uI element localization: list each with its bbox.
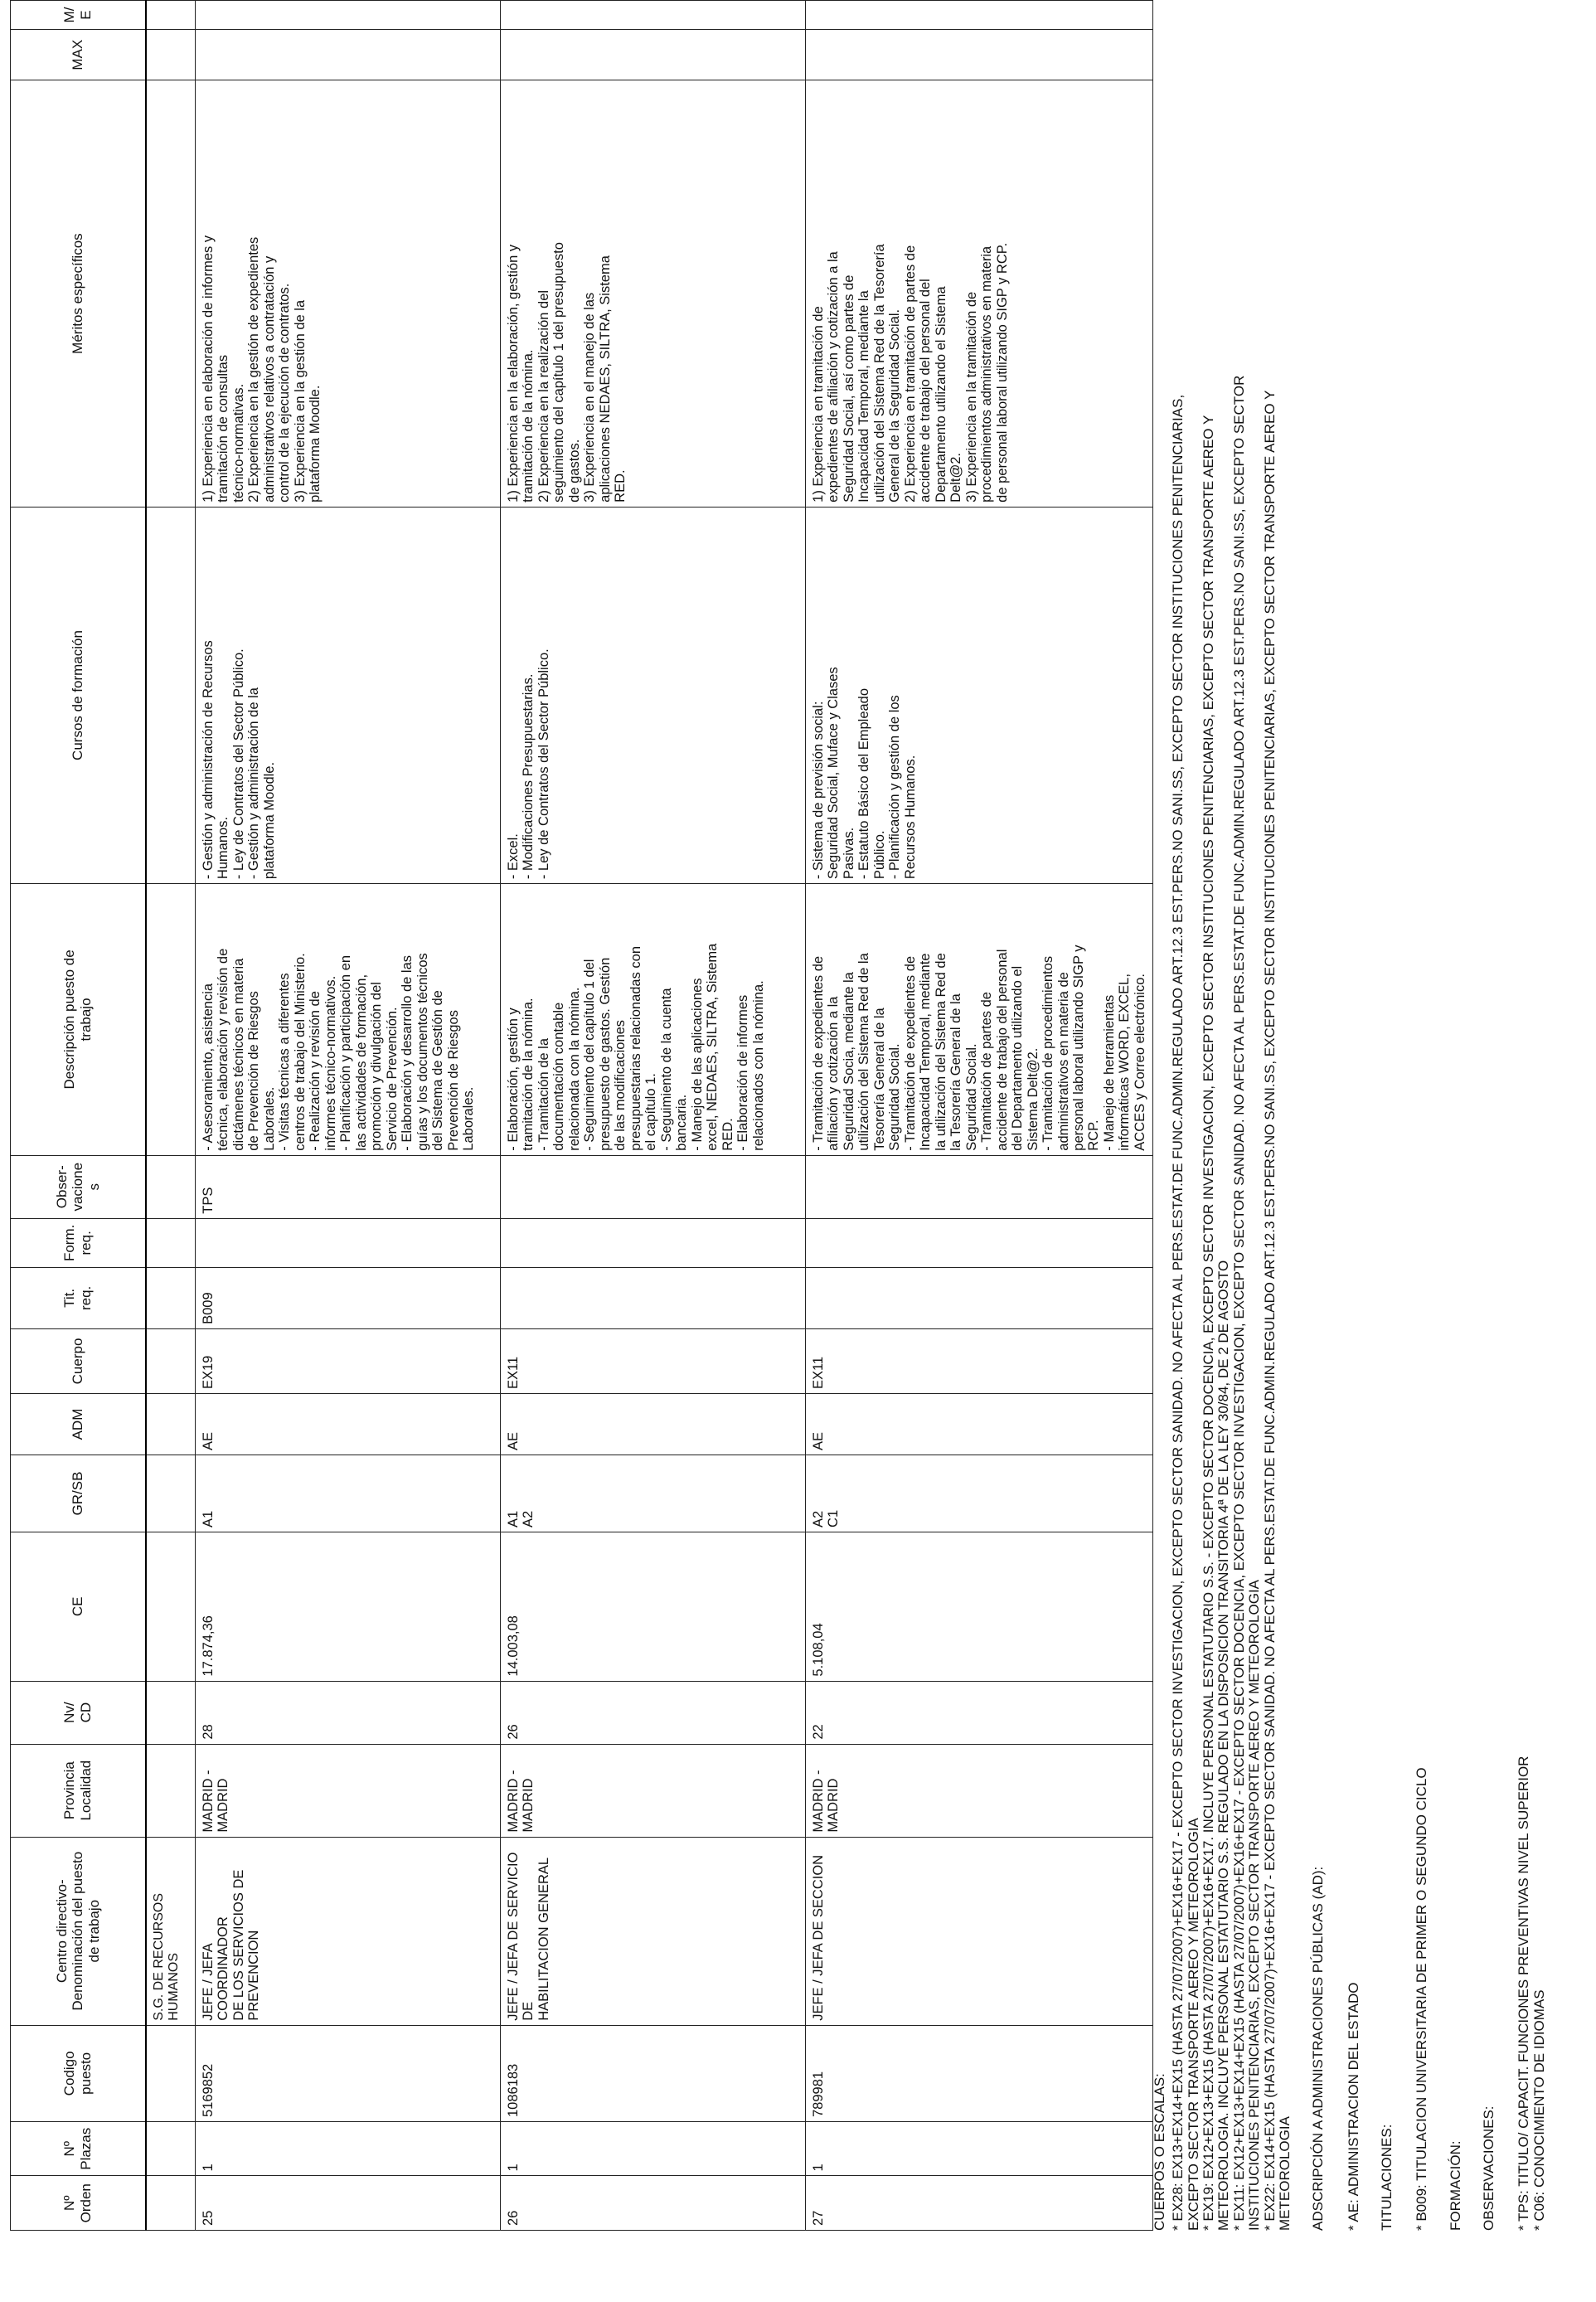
unit-row (146, 1, 196, 2231)
cell-centro: JEFE / JEFA DE SECCION (806, 1837, 1153, 2025)
cell-plazas: 1 (501, 2122, 806, 2177)
cell-cuerpo: EX19 (196, 1328, 501, 1393)
col-header-plazas: Nº Plazas (11, 2122, 147, 2177)
cell-plazas: 1 (196, 2122, 501, 2177)
col-header-max: MAX (11, 30, 147, 80)
col-header-adm: ADM (11, 1394, 147, 1455)
cell-me (196, 1, 501, 30)
cell-ce: 14.003,08 (501, 1532, 806, 1681)
col-header-cursos: Cursos de formación (11, 507, 147, 883)
cell-meritos: 1) Experiencia en tramitación de expedientes de afiliación y cotización a la Seguridad Social, así como partes de Incapacidad Temporal, mediante la utilización del Sistema Red de la Tesorería General de la Seguridad Social. 2) Experiencia en tramitación de partes de accidente de trabajo del personal del Departamento utilizando el Sistema Delt@2. 3) Experiencia en la tramitación de procedimientos administrativos en materia de personal laboral utilizando SIGP y RCP. (806, 80, 1153, 508)
titulaciones-section (1380, 8, 1430, 2231)
cell-nivel: 26 (501, 1681, 806, 1744)
cell-tit (501, 1267, 806, 1328)
cell-orden: 26 (501, 2176, 806, 2231)
cell-plazas: 1 (806, 2122, 1153, 2177)
cell-codigo: 789981 (806, 2025, 1153, 2121)
cuerpos-title: CUERPOS O ESCALAS: (1152, 2073, 1167, 2231)
col-header-codigo: Codigo puesto (11, 2025, 147, 2121)
table-header-row (11, 1, 147, 2231)
cell-nivel: 28 (196, 1681, 501, 1744)
cell-ce: 17.874,36 (196, 1532, 501, 1681)
cell-centro: JEFE / JEFA COORDINADOR DE LOS SERVICIOS DE PREVENCION (196, 1837, 501, 2025)
unit-name: S.G. DE RECURSOS HUMANOS (146, 1837, 196, 2025)
cell-descripcion: - Asesoramiento, asistencia técnica, elaboración y revisión de dictámenes técnicos en materia de Prevención de Riesgos Laborales. - Visitas técnicas a diferentes centros de trabajo del Ministerio. - Realización y revisión de informes técnico-normativos. - Planificación y participación en las actividades de formación, promoción y divulgación del Servicio de Prevención. - Elaboración y desarrollo de las guías y los documentos técnicos del Sistema de Gestión de Prevención de Riesgos Laborales. (196, 884, 501, 1156)
legend-footer (1152, 8, 1565, 2231)
col-header-me: M/E (11, 1, 147, 30)
col-header-descripcion: Descripción puesto de trabajo (11, 884, 147, 1156)
cell-meritos: 1) Experiencia en la elaboración, gestión y tramitación de la nómina. 2) Experiencia en la realización del seguimiento del capítulo 1 del presupuesto de gastos. 3) Experiencia en el manejo de las aplicaciones NEDAES, SILTRA, Sistema RED. (501, 80, 806, 508)
titulaciones-lines: * B009: TITULACION UNIVERSITARIA DE PRIMER O SEGUNDO CICLO (1414, 1767, 1430, 2231)
col-header-obs: Obser- vaciones (11, 1155, 147, 1218)
col-header-meritos: Méritos específicos (11, 80, 147, 508)
cell-provincia: MADRID - MADRID (806, 1744, 1153, 1837)
table-row (806, 1, 1153, 2231)
cell-ce: 5.108,04 (806, 1532, 1153, 1681)
cell-cursos: - Gestión y administración de Recursos Humanos. - Ley de Contratos del Sector Público. - Gestión y administración de la plataforma Moodle. (196, 507, 501, 883)
cell-meritos: 1) Experiencia en elaboración de informes y tramitación de consultas técnico-normativas. 2) Experiencia en la gestión de expedientes administrativos relativos a contratación y control de la ejecución de contratos. 3) Experiencia en la gestión de la plataforma Moodle. (196, 80, 501, 508)
col-header-centro: Centro directivo- Denominación del puesto de trabajo (11, 1837, 147, 2025)
cell-tit: B009 (196, 1267, 501, 1328)
vacancies-table (10, 0, 1153, 2231)
cell-max (501, 30, 806, 80)
cell-cuerpo: EX11 (501, 1328, 806, 1393)
cell-adm: AE (501, 1394, 806, 1455)
cuerpos-lines: * EX28: EX13+EX14+EX15 (HASTA 27/07/2007)+EX16+EX17 - EXCEPTO SECTOR INVESTIGACION, EXCEPTO SECTOR SANIDAD. NO AFECTA AL PERS.ESTAT.DE FUNC.ADMIN.REGULADO ART.12.3 EST.PERS.NO SANI.SS, EXCEPTO SECTOR INSTITUCIONES PENITENCIARIAS, EXCEPTO SECTOR TRANSPORTE AEREO Y METEOROLOGIA * EX19: EX12+EX13+EX15 (HASTA 27/07/2007)+EX16+EX17. INCLUYE PERSONAL ESTATUTARIO S.S. - EXCEPTO SECTOR DOCENCIA, EXCEPTO SECTOR INVESTIGACION, EXCEPTO SECTOR INSTITUCIONES PENITENCIARIAS, EXCEPTO SECTOR TRANSPORTE AEREO Y METEOROLOGIA. INCLUYE PERSONAL ESTATUTARIO S.S. REGULADO EN LA DISPOSICION TRANSITORIA 4ª DE LA LEY 30/84, DE 2 DE AGOSTO * EX11: EX12+EX13+EX14+EX15 (HASTA 27/07/2007)+EX16+EX17 - EXCEPTO SECTOR DOCENCIA, EXCEPTO SECTOR INVESTIGACION, EXCEPTO SECTOR SANIDAD. NO AFECTA AL PERS.ESTAT.DE FUNC.ADMIN.REGULADO ART.12.3 EST.PERS.NO SANI.SS, EXCEPTO SECTOR INSTITUCIONES PENITENCIARIAS, EXCEPTO SECTOR TRANSPORTE AEREO Y METEOROLOGIA * EX22: EX14+EX15 (HASTA 27/07/2007)+EX16+EX17 - EXCEPTO SECTOR SANIDAD. NO AFECTA AL PERS.ESTAT.DE FUNC.ADMIN.REGULADO ART.12.3 EST.PERS.NO SANI.SS, EXCEPTO SECTOR INSTITUCIONES PENITENCIARIAS, EXCEPTO SECTOR TRANSPORTE AEREO Y METEOROLOGIA (1170, 375, 1293, 2231)
cell-me (806, 1, 1153, 30)
cell-grupo: A1 A2 (501, 1455, 806, 1532)
cell-cuerpo: EX11 (806, 1328, 1153, 1393)
cell-codigo: 1086183 (501, 2025, 806, 2121)
cell-cursos: - Sistema de previsión social: Seguridad Social, Muface y Clases Pasivas. - Estatuto Básico del Empleado Público. - Planificación y gestión de los Recursos Humanos. (806, 507, 1153, 883)
cell-provincia: MADRID - MADRID (501, 1744, 806, 1837)
formacion-title: FORMACIÓN: (1447, 2140, 1463, 2231)
col-header-cuerpo: Cuerpo (11, 1328, 147, 1393)
cell-nivel: 22 (806, 1681, 1153, 1744)
cell-obs (806, 1155, 1153, 1218)
col-header-nivel: Nv/ CD (11, 1681, 147, 1744)
table-row (196, 1, 501, 2231)
observaciones-lines: * TPS: TITULO/ CAPACIT. FUNCIONES PREVENTIVAS NIVEL SUPERIOR * C06: CONOCIMIENTO DE IDIOMAS (1516, 1756, 1547, 2231)
observaciones-title: OBSERVACIONES: (1481, 2105, 1497, 2231)
col-header-grupo: GR/SB (11, 1455, 147, 1532)
cell-grupo: A2 C1 (806, 1455, 1153, 1532)
cell-tit (806, 1267, 1153, 1328)
table-row (501, 1, 806, 2231)
cell-max (806, 30, 1153, 80)
cell-provincia: MADRID - MADRID (196, 1744, 501, 1837)
col-header-tit: Tit. req. (11, 1267, 147, 1328)
cell-cursos: - Excel. - Modificaciones Presupuestarias. - Ley de Contratos del Sector Público. (501, 507, 806, 883)
cell-orden: 27 (806, 2176, 1153, 2231)
col-header-provincia: Provincia Localidad (11, 1744, 147, 1837)
cell-grupo: A1 (196, 1455, 501, 1532)
adscripcion-lines: * AE: ADMINISTRACION DEL ESTADO (1345, 1982, 1361, 2231)
cell-form (196, 1218, 501, 1267)
col-header-form: Form. req. (11, 1218, 147, 1267)
adscripcion-section (1311, 8, 1361, 2231)
cell-form (501, 1218, 806, 1267)
titulaciones-title: TITULACIONES: (1378, 2124, 1395, 2231)
observaciones-section (1482, 8, 1547, 2231)
cell-adm: AE (806, 1394, 1153, 1455)
cell-descripcion: - Elaboración, gestión y tramitación de la nómina. - Tramitación de la documentación contable relacionada con la nómina. - Seguimiento del capítulo 1 del presupuesto de gastos. Gestión de las modificaciones presupuestarias relacionadas con el capítulo 1. - Seguimiento de la cuenta bancaria. - Manejo de las aplicaciones excel, NEDAES, SILTRA, Sistema RED. - Elaboración de informes relacionados con la nómina. (501, 884, 806, 1156)
cell-adm: AE (196, 1394, 501, 1455)
cell-orden: 25 (196, 2176, 501, 2231)
cell-max (196, 30, 501, 80)
cell-form (806, 1218, 1153, 1267)
cell-codigo: 5169852 (196, 2025, 501, 2121)
cell-me (501, 1, 806, 30)
cell-obs (501, 1155, 806, 1218)
cell-centro: JEFE / JEFA DE SERVICIO DE HABILITACION GENERAL (501, 1837, 806, 2025)
cuerpos-section (1152, 8, 1293, 2231)
col-header-orden: Nº Orden (11, 2176, 147, 2231)
cell-descripcion: - Tramitación de expedientes de afiliación y cotización a la Seguridad Socia, mediante la utilización del Sistema Red de la Tesorería General de la Seguridad Social. - Tramitación de expedientes de Incapacidad Temporal, mediante la utilización del Sistema Red de la Tesorería General de la Seguridad Social. - Tramitación de partes de accidente de trabajo del personal del Departamento utilizando el Sistema Delt@2. - Tramitación de procedimientos administrativos en materia de personal laboral utilizando SIGP y RCP. - Manejo de herramientas informáticas WORD, EXCEL, ACCES y Correo electrónico. (806, 884, 1153, 1156)
col-header-ce: CE (11, 1532, 147, 1681)
cell-obs: TPS (196, 1155, 501, 1218)
adscripcion-title: ADSCRIPCIÓN A ADMINISTRACIONES PÚBLICAS (AD): (1310, 1866, 1327, 2231)
formacion-section (1448, 8, 1463, 2231)
